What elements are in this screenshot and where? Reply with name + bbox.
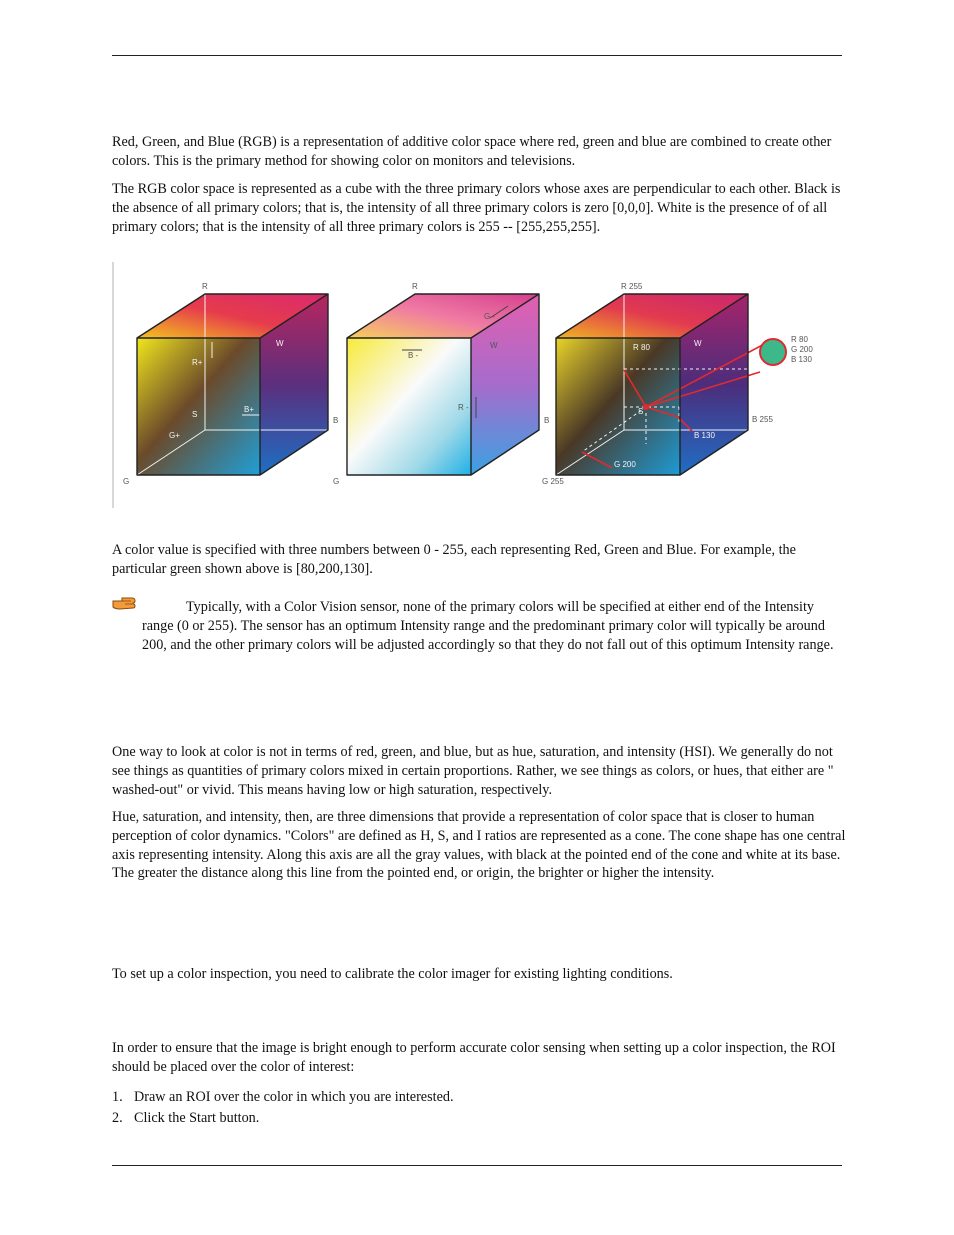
cube3-b130-label: B 130 [694,431,715,440]
cube2-r-minus-label: R - [458,403,469,412]
cube1-b-plus-label: B+ [244,405,255,414]
cube1-g-label: G [123,477,130,486]
rgb-cube-paragraph: The RGB color space is represented as a cube with the three primary colors whose axes are perpendicular to each other. Black is the absence of all primary colors; that is, the intensity of all three primary colors is zero [0,0,0]. White is the presence of of all primary colors; that is the intensity of all three primary colors is 255 -- [255,255,255]. [112,181,841,235]
calibrate-paragraph: To set up a color inspection, you need to calibrate the color imager for existing lighting conditions. [112,966,673,982]
note-text: Typically, with a Color Vision sensor, none of the primary colors will be specified at either end of the Intensity range (0 or 255). The sensor has an optimum Intensity range and the predominant primary color will typically be around 200, and the other primary colors will be adjusted accordingly so that they do not fall out of this optimum Intensity range. [142,599,834,653]
cube1-b-label: B [333,416,339,425]
cube1-r-label: R [202,282,208,291]
cube2-g-label: G [333,477,340,486]
swatch-b-label: B 130 [791,355,812,364]
cube3-g200-label: G 200 [614,460,636,469]
rgb-intro-paragraph: Red, Green, and Blue (RGB) is a representation of additive color space where red, green and blue are combined to create other colors. This is the primary method for showing color on monitors and televisions. [112,134,832,169]
cube3-r255-label: R 255 [621,282,643,291]
cube1-w-label: W [276,339,284,348]
step-text: Click the Start button. [134,1110,260,1126]
cube2-b-minus-label: B - [408,351,419,360]
list-item [112,1109,454,1130]
step-text: Draw an ROI over the color in which you are interested. [134,1089,454,1105]
rgb-cube-example-values [542,282,813,486]
color-swatch [760,339,786,365]
cube2-r-label: R [412,282,418,291]
cube3-b255-label: B 255 [752,415,773,424]
step-number: 1. [112,1089,123,1105]
hsi-intro-paragraph: One way to look at color is not in terms of red, green, and blue, but as hue, saturation, and intensity (HSI). We generally do not see things as quantities of primary colors mixed in certain proportions. Rather, we see things as colors, or hues, that either are " washed-out" or vivid. This means having low or high saturation, respectively. [112,744,834,798]
cube3-s-label: S [638,407,644,416]
cube1-g-plus-label: G+ [169,431,180,440]
pointing-hand-icon [112,595,136,611]
cube3-g255-label: G 255 [542,477,564,486]
cube1-r-plus-label: R+ [192,358,203,367]
rgb-cube-axes [123,282,338,486]
list-item [112,1088,454,1109]
footer-rule [112,1165,842,1166]
cube3-w-label: W [694,339,702,348]
swatch-r-label: R 80 [791,335,808,344]
cube1-s-label: S [192,410,198,419]
cube2-b-label: B [544,416,550,425]
rgb-cube-figure [112,262,832,510]
rgb-cube-negative-axes [333,282,549,486]
hsi-cone-paragraph: Hue, saturation, and intensity, then, are three dimensions that provide a representation of color space that is closer to human perception of color dynamics. "Colors" are defined as H, S, and I ratios are represented as a cone. The cone shape has one central axis representing intensity. Along this axis are all the gray values, with black at the pointed end of the cone and white at its base. The greater the distance along this line from the pointed end, or origin, the brighter or higher the intensity. [112,809,846,882]
roi-paragraph: In order to ensure that the image is bright enough to perform accurate color sensing when setting up a color inspection, the ROI should be placed over the color of interest: [112,1040,836,1075]
header-rule [112,55,842,56]
cube3-r80-label: R 80 [633,343,650,352]
cube2-g-minus-label: G - [484,312,496,321]
color-value-paragraph: A color value is specified with three numbers between 0 - 255, each representing Red, Green and Blue. For example, the particular green shown above is [80,200,130]. [112,542,796,577]
swatch-g-label: G 200 [791,345,813,354]
cube2-w-label: W [490,341,498,350]
step-list [112,1088,454,1130]
step-number: 2. [112,1110,123,1126]
